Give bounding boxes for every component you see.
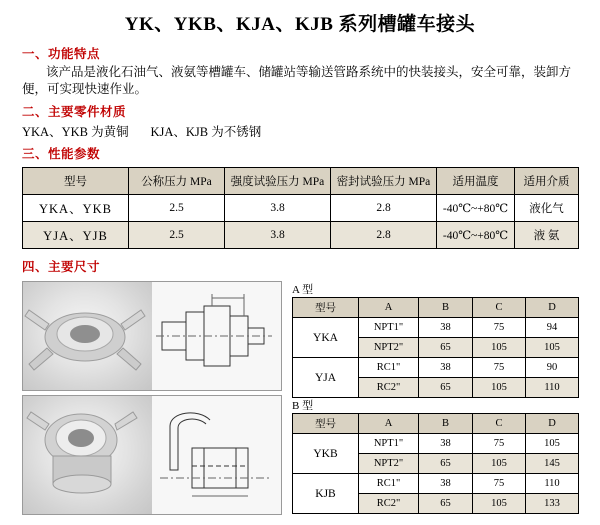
section-heading-features: 一、功能特点	[22, 47, 101, 61]
col-header-model: 型号	[293, 298, 359, 318]
cell-medium: 液 氨	[515, 222, 579, 249]
col-header-nominal-pressure: 公称压力 MPa	[129, 168, 225, 195]
table-row	[293, 358, 579, 378]
product-image-type-b	[22, 395, 282, 515]
col-header-c: C	[473, 414, 526, 434]
table-row	[293, 474, 579, 494]
technical-drawing-a-graphic	[152, 282, 281, 388]
cell-c: 105	[473, 338, 526, 358]
cell-strength-pressure: 3.8	[225, 222, 331, 249]
col-header-temperature: 适用温度	[437, 168, 515, 195]
col-header-b: B	[419, 298, 473, 318]
col-header-a: A	[359, 298, 419, 318]
label-type-a: A 型	[292, 284, 314, 296]
coupling-photo-a-graphic	[23, 282, 152, 388]
cell-c: 75	[473, 358, 526, 378]
cell-model: YKB	[293, 434, 359, 474]
cell-d: 110	[526, 378, 579, 398]
col-header-seal-pressure: 密封试验压力 MPa	[331, 168, 437, 195]
cell-c: 75	[473, 318, 526, 338]
col-header-strength-pressure: 强度试验压力 MPa	[225, 168, 331, 195]
cell-d: 105	[526, 338, 579, 358]
performance-table	[22, 167, 579, 249]
cell-c: 105	[473, 454, 526, 474]
page-title: YK、YKB、KJA、KJB 系列槽罐车接头	[124, 14, 476, 35]
cell-b: 65	[419, 454, 473, 474]
document-page	[0, 9, 600, 525]
col-header-model: 型号	[293, 414, 359, 434]
cell-medium: 液化气	[515, 195, 579, 222]
section-heading-dimensions: 四、主要尺寸	[22, 260, 101, 274]
col-header-b: B	[419, 414, 473, 434]
coupling-photo-b-graphic	[23, 396, 152, 512]
cell-nominal-pressure: 2.5	[129, 195, 225, 222]
col-header-c: C	[473, 298, 526, 318]
line-drawing-type-a	[152, 282, 281, 390]
cell-a: RC2"	[359, 494, 419, 514]
photo-coupling-a	[23, 282, 152, 390]
dimension-table-type-a	[292, 297, 579, 398]
cell-b: 65	[419, 378, 473, 398]
table-row	[293, 434, 579, 454]
cell-a: RC1"	[359, 474, 419, 494]
dimension-table-type-b	[292, 413, 579, 514]
section-heading-performance: 三、性能参数	[22, 147, 101, 161]
cell-nominal-pressure: 2.5	[129, 222, 225, 249]
features-paragraph: 该产品是液化石油气、液氨等槽罐车、储罐站等输送管路系统中的快装接头，安全可靠，装卸方便，可实现快速作业。	[22, 65, 572, 96]
table-row	[23, 195, 579, 222]
cell-c: 75	[473, 434, 526, 454]
cell-b: 38	[419, 358, 473, 378]
cell-temperature: -40℃~+80℃	[437, 222, 515, 249]
table-row	[23, 222, 579, 249]
cell-a: RC2"	[359, 378, 419, 398]
cell-model: KJB	[293, 474, 359, 514]
section-heading-material: 二、主要零件材质	[22, 105, 127, 119]
col-header-medium: 适用介质	[515, 168, 579, 195]
cell-d: 105	[526, 434, 579, 454]
cell-temperature: -40℃~+80℃	[437, 195, 515, 222]
cell-a: NPT2"	[359, 454, 419, 474]
product-image-type-a	[22, 281, 282, 391]
photo-coupling-b	[23, 396, 152, 514]
cell-model: YJA、YJB	[23, 222, 129, 249]
cell-a: RC1"	[359, 358, 419, 378]
cell-b: 38	[419, 434, 473, 454]
col-header-d: D	[526, 414, 579, 434]
cell-d: 94	[526, 318, 579, 338]
cell-strength-pressure: 3.8	[225, 195, 331, 222]
col-header-d: D	[526, 298, 579, 318]
technical-drawing-b-graphic	[152, 396, 281, 512]
cell-model: YJA	[293, 358, 359, 398]
cell-a: NPT1"	[359, 434, 419, 454]
cell-a: NPT2"	[359, 338, 419, 358]
table-header-row	[23, 168, 579, 195]
table-row	[293, 318, 579, 338]
cell-d: 90	[526, 358, 579, 378]
cell-a: NPT1"	[359, 318, 419, 338]
cell-d: 110	[526, 474, 579, 494]
label-type-b: B 型	[292, 400, 314, 412]
line-drawing-type-b	[152, 396, 281, 514]
col-header-a: A	[359, 414, 419, 434]
col-header-model: 型号	[23, 168, 129, 195]
cell-model: YKA	[293, 318, 359, 358]
table-header-row	[293, 298, 579, 318]
table-header-row	[293, 414, 579, 434]
cell-b: 65	[419, 338, 473, 358]
cell-c: 75	[473, 474, 526, 494]
cell-d: 145	[526, 454, 579, 474]
cell-d: 133	[526, 494, 579, 514]
material-text: YKA、YKB 为黄铜 KJA、KJB 为不锈钢	[22, 125, 262, 139]
cell-c: 105	[473, 494, 526, 514]
cell-seal-pressure: 2.8	[331, 222, 437, 249]
cell-c: 105	[473, 378, 526, 398]
cell-b: 38	[419, 474, 473, 494]
cell-b: 65	[419, 494, 473, 514]
cell-seal-pressure: 2.8	[331, 195, 437, 222]
cell-b: 38	[419, 318, 473, 338]
cell-model: YKA、YKB	[23, 195, 129, 222]
